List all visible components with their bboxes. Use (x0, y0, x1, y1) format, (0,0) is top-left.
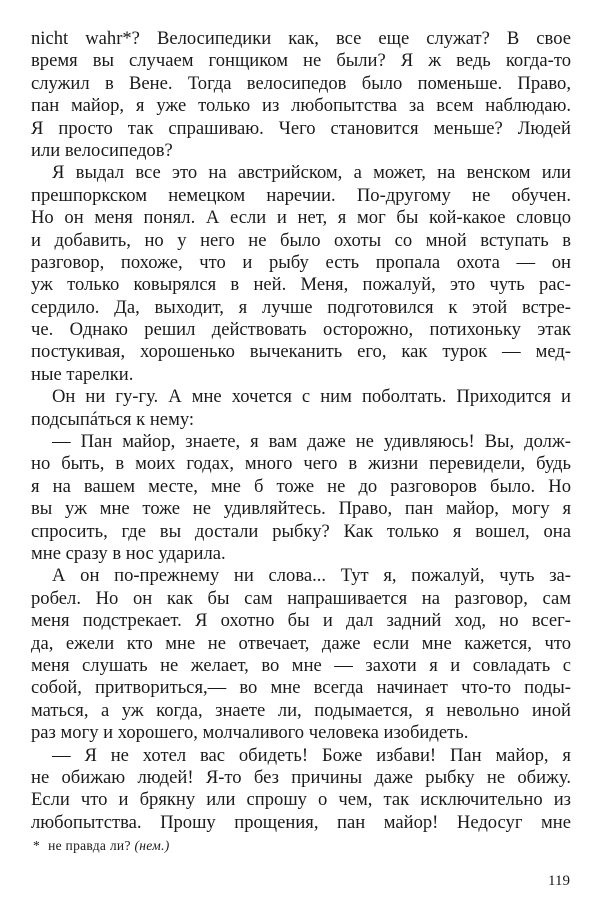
paragraph (31, 162, 571, 386)
text-line: спросить, где вы достали рыбку? Как только я вошел, она (31, 520, 571, 542)
text-line: Он ни гу-гу. А мне хочется с ним поболтать. Приходится и (52, 386, 571, 408)
footnote (33, 838, 170, 854)
text-line: прешпоркском немецком наречии. По-другому не обучен. (31, 184, 571, 206)
text-line: собой, притвориться,— во мне всегда начинает что-то поды- (31, 677, 571, 699)
text-line: Но он меня понял. А если и нет, я мог бы кой-какое словцо (31, 207, 571, 229)
paragraph (31, 565, 571, 744)
paragraph (31, 431, 571, 565)
text-line: сердило. Да, выходит, я лучше подготовился к этой встре- (31, 296, 571, 318)
text-line: я на вашем месте, мне б тоже не до разговоров было. Но (31, 475, 571, 497)
footnote-language: (нем.) (134, 838, 170, 853)
text-line: — Я не хотел вас обидеть! Боже избави! Пан майор, я (52, 744, 571, 766)
paragraph (31, 386, 571, 431)
text-line: nicht wahr*? Велосипедики как, все еще служат? В свое (31, 28, 571, 49)
text-line: А он по-прежнему ни слова... Тут я, пожалуй, чуть за- (52, 565, 571, 587)
text-line: робел. Но он как бы сам напрашивается на разговор, сам (31, 587, 571, 609)
text-line: уж только ковырялся в ней. Меня, пожалуй, это чуть рас- (31, 274, 571, 296)
text-line: мне сразу в нос ударила. (31, 542, 226, 564)
text-line: вы уж мне тоже не удивляйтесь. Право, пан майор, могу я (31, 498, 571, 520)
text-line: раз могу и хорошего, молчаливого человека изобидеть. (31, 722, 469, 744)
text-line: че. Однако решил действовать осторожно, потихоньку этак (31, 319, 571, 341)
paragraph (31, 28, 571, 162)
text-line: постукивая, хорошенько вычеканить его, как турок — мед- (31, 341, 571, 363)
footnote-text: не правда ли? (48, 838, 131, 853)
text-line: и добавить, но у него не было охоты со мной вступать в (31, 229, 571, 251)
text-line: Если что и брякну или спрошу о чем, так исключительно из (31, 789, 571, 811)
text-line: Я просто так спрашиваю. Чего становится меньше? Людей (31, 117, 571, 139)
footnote-mark: * (33, 838, 41, 853)
text-line: меня подстрекает. Я охотно бы и дал задний ход, но всег- (31, 610, 571, 632)
text-line: ные тарелки. (31, 363, 134, 385)
text-line: Я выдал все это на австрийском, а может, на венском или (52, 162, 571, 184)
text-line: не обижаю людей! Я-то без причины даже рыбку не обижу. (31, 766, 571, 788)
text-line: да, ежели кто мне не отвечает, даже если мне кажется, что (31, 632, 571, 654)
text-line: разговор, похоже, что и рыбу есть пропала охота — он (31, 251, 571, 273)
text-line: подсыпáться к нему: (31, 408, 195, 430)
body-text (31, 28, 571, 834)
text-line: любопытства. Прошу прощения, пан майор! Недосуг мне (31, 811, 571, 833)
text-line: служил в Вене. Тогда велосипедов было поменьше. Право, (31, 72, 571, 94)
text-line: время вы случаем гонщиком не были? Я ж ведь когда-то (31, 50, 571, 72)
page-number: 119 (548, 873, 570, 889)
text-line: — Пан майор, знаете, я вам даже не удивляюсь! Вы, долж- (52, 431, 571, 453)
paragraph (31, 745, 571, 835)
text-line: маться, а уж когда, знаете ли, подымается, я невольно иной (31, 699, 571, 721)
text-line: но быть, в моих годах, много чего в жизни перевидели, будь (31, 453, 571, 475)
text-line: или велосипедов? (31, 139, 173, 161)
text-line: меня слушать не желает, во мне — захоти я и совладать с (31, 654, 571, 676)
text-line: пан майор, я уже только из любопытства за всем наблюдаю. (31, 95, 571, 117)
